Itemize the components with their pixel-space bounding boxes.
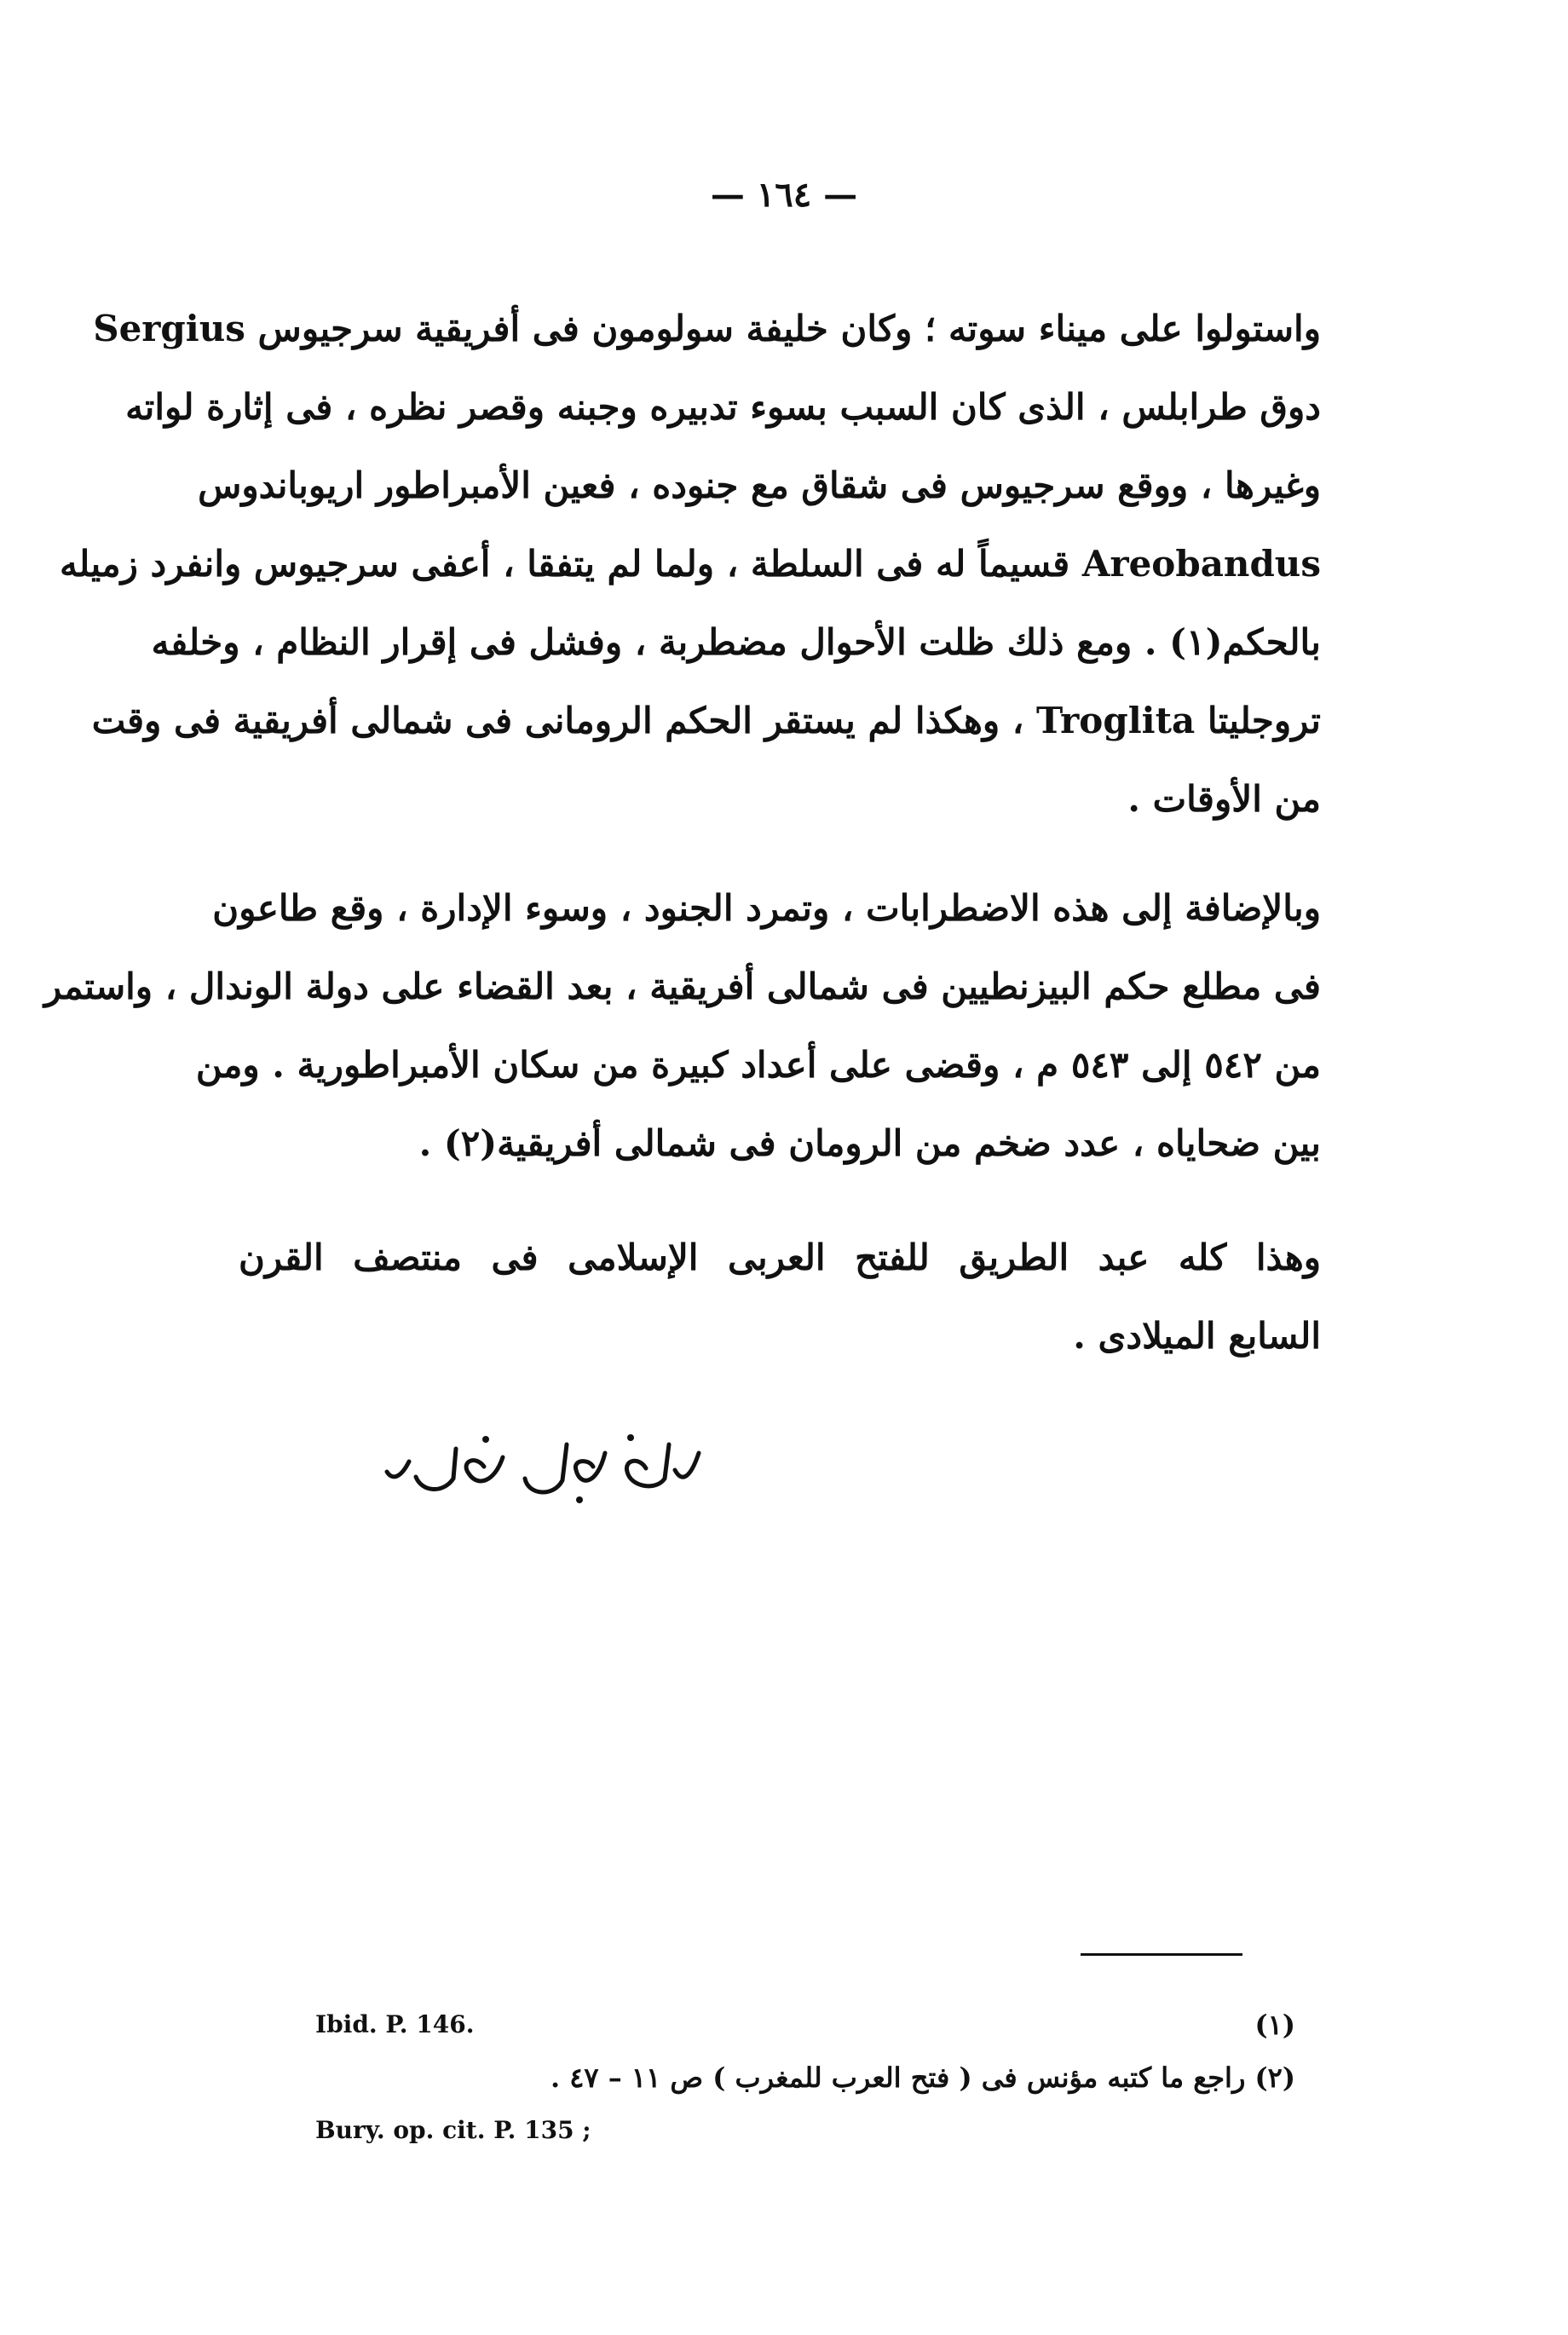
paragraph-3 [239, 1219, 1321, 1375]
paragraph-line: واستولوا على ميناء سوته ؛ وكان خليفة سولومون فى أفريقية سرجيوس Sergius [93, 308, 1321, 349]
paragraph-line: وغيرها ، ووقع سرجيوس فى شقاق مع جنوده ، فعين الأمبراطور اريوباندوس [198, 464, 1321, 506]
paragraph-line: بالحكم(١) . ومع ذلك ظلت الأحوال مضطربة ، وفشل فى إقرار النظام ، وخلفه [151, 621, 1321, 663]
footnote-2-marker: (٢) [1254, 2061, 1295, 2094]
author-signature [375, 1419, 716, 1513]
paragraph-line: بين ضحاياه ، عدد ضخم من الرومان فى شمالى أفريقية(٢) . [418, 1122, 1321, 1164]
paragraph-2 [43, 869, 1321, 1183]
paragraph-line: من ٥٤٢ إلى ٥٤٣ م ، وقضى على أعداد كبيرة من سكان الأمبراطورية . ومن [195, 1044, 1321, 1086]
footnote-1-latin: Ibid. P. 146. [315, 2010, 475, 2038]
paragraph-line: دوق طرابلس ، الذى كان السبب بسوء تدبيره وجبنه وقصر نظره ، فى إثارة لواته [125, 386, 1321, 428]
paragraph-line: تروجليتا Troglita ، وهكذا لم يستقر الحكم الرومانى فى شمالى أفريقية فى وقت [91, 700, 1321, 741]
footnote-row-3 [315, 2107, 1295, 2154]
footnote-2-arabic: راجع ما كتبه مؤنس فى ( فتح العرب للمغرب ) ص ١١ – ٤٧ . [550, 2061, 1246, 2094]
footnote-2-text [551, 2054, 1295, 2102]
page-number: — ١٦٤ — [710, 175, 858, 215]
footnote-separator [1081, 1953, 1242, 1956]
footnote-1-marker: (١) [1254, 2009, 1295, 2041]
paragraph-line: السابع الميلادى . [1073, 1315, 1321, 1357]
paragraph-line: وهذا كله عبد الطريق للفتح العربى الإسلامى فى منتصف القرن [239, 1237, 1321, 1278]
paragraph-line: وبالإضافة إلى هذه الاضطرابات ، وتمرد الجنود ، وسوء الإدارة ، وقع طاعون [212, 887, 1321, 929]
footnote-row-1 [315, 2001, 1295, 2049]
footnote-row-2 [315, 2054, 1295, 2102]
paragraph-1 [60, 290, 1321, 839]
paragraph-line: من الأوقات . [1127, 778, 1321, 820]
paragraph-line: فى مطلع حكم البيزنطيين فى شمالى أفريقية ، بعد القضاء على دولة الوندال ، واستمر [43, 966, 1321, 1007]
paragraph-line: Areobandus قسيماً له فى السلطة ، ولما لم يتفقا ، أعفى سرجيوس وانفرد زميله [60, 543, 1321, 585]
footnote-2-latin: Bury. op. cit. P. 135 ; [315, 2116, 591, 2144]
signature-scribble [375, 1419, 716, 1513]
